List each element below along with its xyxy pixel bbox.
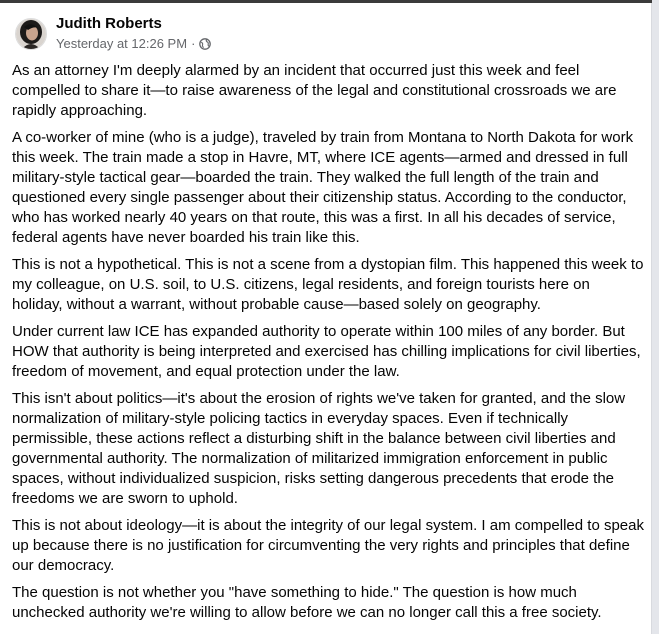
post-paragraph: The question is not whether you "have something to hide." The question is how much unchecked authority we're willing to allow before we can no longer call this a free society. (12, 584, 602, 621)
author-name[interactable]: Judith Roberts (56, 15, 162, 32)
post-paragraph: This is not about ideology—it is about the integrity of our legal system. I am compelled to speak up because there is no justification for circumventing the very rights and principles that define our democracy. (12, 517, 644, 574)
post-paragraph: Under current law ICE has expanded authority to operate within 100 miles of any border. But HOW that authority is being interpreted and exercised has chilling implications for civil liberties, freedom of movement, and equal protection under the law. (12, 323, 641, 380)
post-paragraph: This isn't about politics—it's about the erosion of rights we've taken for granted, and the slow normalization of military-style policing tactics in everyday spaces. Even if technically permissible, these actions reflect a disturbing shift in the balance between civil liberties and governmental authority. The normalization of militarized immigration enforcement in public spaces, without individualized suspicion, risks setting dangerous precedents that erode the freedoms we are sworn to uphold. (12, 390, 626, 507)
post-paragraph: This is not a hypothetical. This is not a scene from a dystopian film. This happened this week to my colleague, on U.S. soil, to U.S. citizens, legal residents, and foreign tourists here on holiday, without a warrant, without probable cause—based solely on geography. (12, 256, 644, 313)
post-timestamp[interactable]: Yesterday at 12:26 PM (56, 36, 188, 51)
post-paragraph: A co-worker of mine (who is a judge), traveled by train from Montana to North Dakota for work this week. The train made a stop in Havre, MT, where ICE agents—armed and dressed in full military-style tactical gear—boarded the train. They walked the full length of the train and questioned every single passenger about their citizenship status. According to the conductor, who has worked nearly 40 years on that route, this was a first. In all his decades of service, federal agents have never boarded his train like this. (12, 129, 634, 246)
post-timeline (56, 35, 211, 52)
avatar[interactable] (15, 18, 47, 50)
post-body (12, 61, 644, 630)
globe-icon[interactable] (199, 38, 211, 50)
post-meta (56, 15, 211, 52)
post-paragraph: As an attorney I'm deeply alarmed by an incident that occurred just this week and feel compelled to share it—to raise awareness of the legal and constitutional crossroads we are rapidly approaching. (12, 62, 617, 119)
page-gutter (652, 0, 659, 634)
separator-dot: · (191, 36, 196, 51)
window-top-edge (0, 0, 659, 3)
post-header (15, 15, 211, 52)
avatar-image (16, 19, 46, 49)
